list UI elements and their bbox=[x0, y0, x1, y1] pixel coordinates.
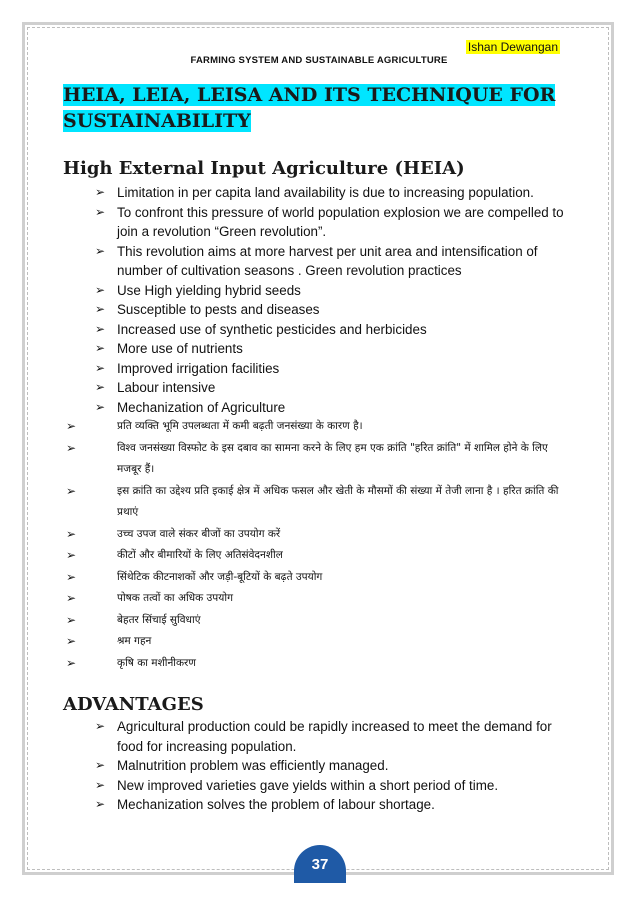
list-item bbox=[95, 203, 572, 242]
list-item-text: इस क्रांति का उद्देश्य प्रति इकाई क्षेत्र में अधिक फसल और खेती के मौसमों की संख्या में तेजी लाना है । हरित क्रांति की प्रथाएं bbox=[117, 484, 559, 518]
list-item bbox=[66, 438, 572, 481]
list-item bbox=[66, 567, 572, 589]
list-item-text: Increased use of synthetic pesticides and herbicides bbox=[117, 321, 427, 337]
list-item-text: Mechanization solves the problem of labour shortage. bbox=[117, 797, 435, 812]
list-item bbox=[66, 631, 572, 653]
list-item-text: Improved irrigation facilities bbox=[117, 360, 280, 376]
list-item bbox=[95, 795, 562, 815]
arrow-bullet-icon: ➢ bbox=[66, 569, 77, 584]
arrow-bullet-icon: ➢ bbox=[66, 591, 77, 605]
arrow-bullet-icon: ➢ bbox=[66, 548, 77, 562]
list-item-text: Malnutrition problem was efficiently managed. bbox=[117, 758, 389, 773]
list-item bbox=[66, 545, 572, 567]
list-item-text: New improved varieties gave yields within a short period of time. bbox=[117, 777, 499, 793]
arrow-bullet-icon: ➢ bbox=[95, 204, 106, 219]
list-item bbox=[95, 183, 572, 203]
list-item-text: प्रति व्यक्ति भूमि उपलब्धता में कमी बढ़ती जनसंख्या के कारण है। bbox=[117, 420, 363, 432]
list-item-text: Mechanization of Agriculture bbox=[117, 399, 286, 415]
running-head: FARMING SYSTEM AND SUSTAINABLE AGRICULTURE bbox=[190, 55, 448, 66]
list-item bbox=[95, 378, 572, 398]
arrow-bullet-icon: ➢ bbox=[95, 302, 106, 316]
list-item bbox=[95, 359, 572, 379]
arrow-bullet-icon: ➢ bbox=[95, 719, 106, 733]
list-item bbox=[95, 300, 572, 320]
list-item-text: बेहतर सिंचाई सुविधाएं bbox=[117, 613, 201, 626]
heia-english-list bbox=[95, 183, 572, 417]
list-item bbox=[66, 653, 572, 675]
arrow-bullet-icon: ➢ bbox=[95, 321, 106, 336]
advantages-heading: ADVANTAGES bbox=[63, 694, 204, 715]
arrow-bullet-icon: ➢ bbox=[95, 282, 106, 297]
list-item-text: Labour intensive bbox=[117, 380, 216, 395]
arrow-bullet-icon: ➢ bbox=[66, 634, 77, 648]
list-item bbox=[95, 756, 562, 776]
list-item-text: कृषि का मशीनीकरण bbox=[117, 656, 196, 669]
arrow-bullet-icon: ➢ bbox=[66, 612, 77, 627]
arrow-bullet-icon: ➢ bbox=[95, 777, 106, 792]
list-item-text: Limitation in per capita land availability is due to increasing population. bbox=[117, 185, 534, 200]
list-item-text: कीटों और बीमारियों के लिए अतिसंवेदनशील bbox=[117, 549, 283, 561]
list-item bbox=[66, 610, 572, 632]
list-item bbox=[95, 320, 572, 340]
list-item-text: Susceptible to pests and diseases bbox=[117, 302, 320, 317]
arrow-bullet-icon: ➢ bbox=[95, 797, 106, 811]
arrow-bullet-icon: ➢ bbox=[95, 380, 106, 394]
arrow-bullet-icon: ➢ bbox=[95, 360, 106, 375]
list-item-text: श्रम गहन bbox=[117, 635, 152, 647]
list-item-text: Agricultural production could be rapidly increased to meet the demand for food for increasing population. bbox=[117, 719, 552, 754]
list-item bbox=[66, 588, 572, 610]
list-item-text: More use of nutrients bbox=[117, 341, 243, 356]
list-item bbox=[66, 524, 572, 546]
list-item bbox=[66, 416, 572, 438]
list-item-text: सिंथेटिक कीटनाशकों और जड़ी-बूटियों के बढ़ते उपयोग bbox=[117, 570, 323, 583]
arrow-bullet-icon: ➢ bbox=[95, 185, 106, 199]
list-item-text: उच्च उपज वाले संकर बीजों का उपयोग करें bbox=[117, 527, 281, 540]
arrow-bullet-icon: ➢ bbox=[66, 419, 77, 433]
list-item bbox=[66, 481, 572, 524]
list-item-text: पोषक तत्वों का अधिक उपयोग bbox=[117, 592, 233, 604]
heia-heading: High External Input Agriculture (HEIA) bbox=[63, 158, 465, 179]
list-item bbox=[95, 717, 562, 756]
arrow-bullet-icon: ➢ bbox=[66, 655, 77, 670]
page-title bbox=[63, 82, 573, 134]
arrow-bullet-icon: ➢ bbox=[95, 399, 106, 414]
heia-hindi-list bbox=[66, 416, 572, 674]
list-item-text: This revolution aims at more harvest per unit area and intensification of number of cultivation seasons . Green revolution practices bbox=[117, 243, 538, 278]
arrow-bullet-icon: ➢ bbox=[95, 341, 106, 355]
list-item-text: To confront this pressure of world population explosion we are compelled to join a revolution “Green revolution”. bbox=[117, 204, 564, 239]
advantages-list bbox=[95, 717, 562, 815]
list-item bbox=[95, 339, 572, 359]
list-item bbox=[95, 281, 572, 301]
arrow-bullet-icon: ➢ bbox=[95, 243, 106, 258]
page-number: 37 bbox=[294, 845, 346, 883]
page-title-text: HEIA, LEIA, LEISA AND ITS TECHNIQUE FOR SUSTAINABILITY bbox=[63, 84, 556, 132]
list-item-text: Use High yielding hybrid seeds bbox=[117, 282, 301, 298]
arrow-bullet-icon: ➢ bbox=[95, 758, 106, 772]
list-item bbox=[95, 776, 562, 796]
list-item-text: विश्व जनसंख्या विस्फोट के इस दबाव का सामना करने के लिए हम एक क्रांति "हरित क्रांति" में शामिल होने के लिए मजबूर हैं। bbox=[117, 441, 548, 475]
arrow-bullet-icon: ➢ bbox=[66, 526, 77, 541]
list-item bbox=[95, 242, 572, 281]
arrow-bullet-icon: ➢ bbox=[66, 483, 77, 498]
list-item bbox=[95, 398, 572, 418]
author-name: Ishan Dewangan bbox=[467, 40, 558, 54]
arrow-bullet-icon: ➢ bbox=[66, 440, 77, 455]
